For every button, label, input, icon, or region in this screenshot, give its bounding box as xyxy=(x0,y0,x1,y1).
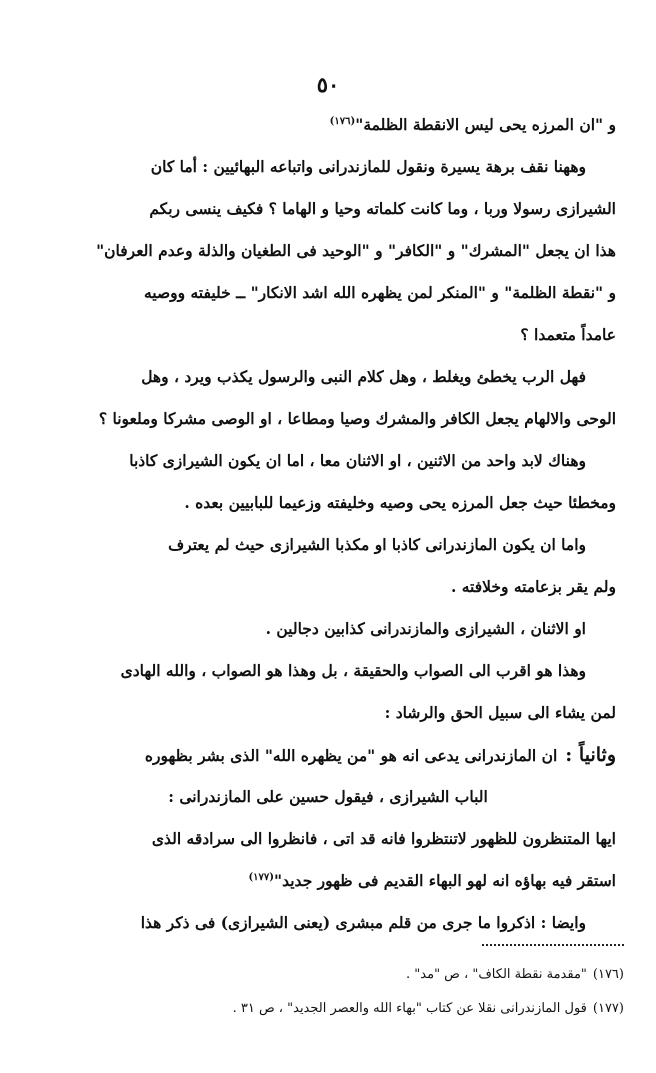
footnote-text: قول المازندرانى نقلا عن كتاب "بهاء الله والعصر الجديد" ، ص ٣١ . xyxy=(232,1001,587,1016)
section-label: وثانياً : xyxy=(565,744,616,766)
text-line xyxy=(40,104,616,146)
footnote-number: (١٧٦) xyxy=(592,967,624,982)
text-line: او الاثنان ، الشيرازى والمازندرانى كذابين دجالين . xyxy=(265,619,586,638)
footnote-text: "مقدمة نقطة الكاف" ، ص "مد" . xyxy=(406,967,587,982)
line-text: و "ان المرزه يحى ليس الانقطة الظلمة" xyxy=(355,115,616,134)
text-line: و "نقطة الظلمة" و "المنكر لمن يظهره الله اشد الانكار" ــ خليفته ووصيه xyxy=(143,283,616,302)
text-line: ايها المتنظرون للظهور لاتنتظروا فانه قد اتى ، فانظروا الى سرادقه الذى xyxy=(151,829,616,848)
text-line: فهل الرب يخطئ ويغلط ، وهل كلام النبى والرسول يكذب ويرد ، وهل xyxy=(141,367,586,386)
text-line xyxy=(40,860,616,902)
text-line: عامداً متعمدا ؟ xyxy=(520,325,616,344)
body-text xyxy=(40,104,616,944)
footnote-divider xyxy=(482,944,624,946)
text-line xyxy=(40,734,616,776)
text-line: واما ان يكون المازندرانى كاذبا او مكذبا الشيرازى حيث لم يعترف xyxy=(168,535,586,554)
footnote-ref: (١٧٦) xyxy=(329,115,356,127)
line-text: ان المازندرانى يدعى انه هو "من يظهره الله" الذى بشر بظهوره xyxy=(144,746,558,765)
line-text: استقر فيه بهاؤه انه لهو البهاء القديم فى ظهور جديد" xyxy=(274,871,616,890)
text-line: الشيرازى رسولا وربا ، وما كانت كلماته وحيا و الهاما ؟ فكيف ينسى ربكم xyxy=(149,199,616,218)
text-line: وههنا نقف برهة يسيرة ونقول للمازندرانى واتباعه البهائيين : أما كان xyxy=(150,157,586,176)
footnote-ref: (١٧٧) xyxy=(248,871,275,883)
text-line: الباب الشيرازى ، فيقول حسين على المازندرانى : xyxy=(168,787,488,806)
text-line: ولم يقر بزعامته وخلافته . xyxy=(450,577,616,596)
footnotes xyxy=(40,958,624,1026)
text-line: وايضا : اذكروا ما جرى من قلم مبشرى (يعنى الشيرازى) فى ذكر هذا xyxy=(140,913,586,932)
footnote-number: (١٧٧) xyxy=(592,1001,624,1016)
text-line: لمن يشاء الى سبيل الحق والرشاد : xyxy=(384,703,616,722)
text-line: وهناك لابد واحد من الاثنين ، او الاثنان معا ، اما ان يكون الشيرازى كاذبا xyxy=(129,451,586,470)
footnote xyxy=(40,992,624,1026)
page-number: ٥٠ xyxy=(316,72,340,97)
text-line: ومخطئا حيث جعل المرزه يحى وصيه وخليفته وزعيما للبابيين بعده . xyxy=(184,493,616,512)
text-line: الوحى والالهام يجعل الكافر والمشرك وصيا ومطاعا ، او الوصى مشركا وملعونا ؟ xyxy=(98,409,616,428)
footnote xyxy=(40,958,624,992)
text-line: هذا ان يجعل "المشرك" و "الكافر" و "الوحيد فى الطغيان والذلة وعدم العرفان" xyxy=(96,241,616,260)
text-line: وهذا هو اقرب الى الصواب والحقيقة ، بل وهذا هو الصواب ، والله الهادى xyxy=(120,661,586,680)
